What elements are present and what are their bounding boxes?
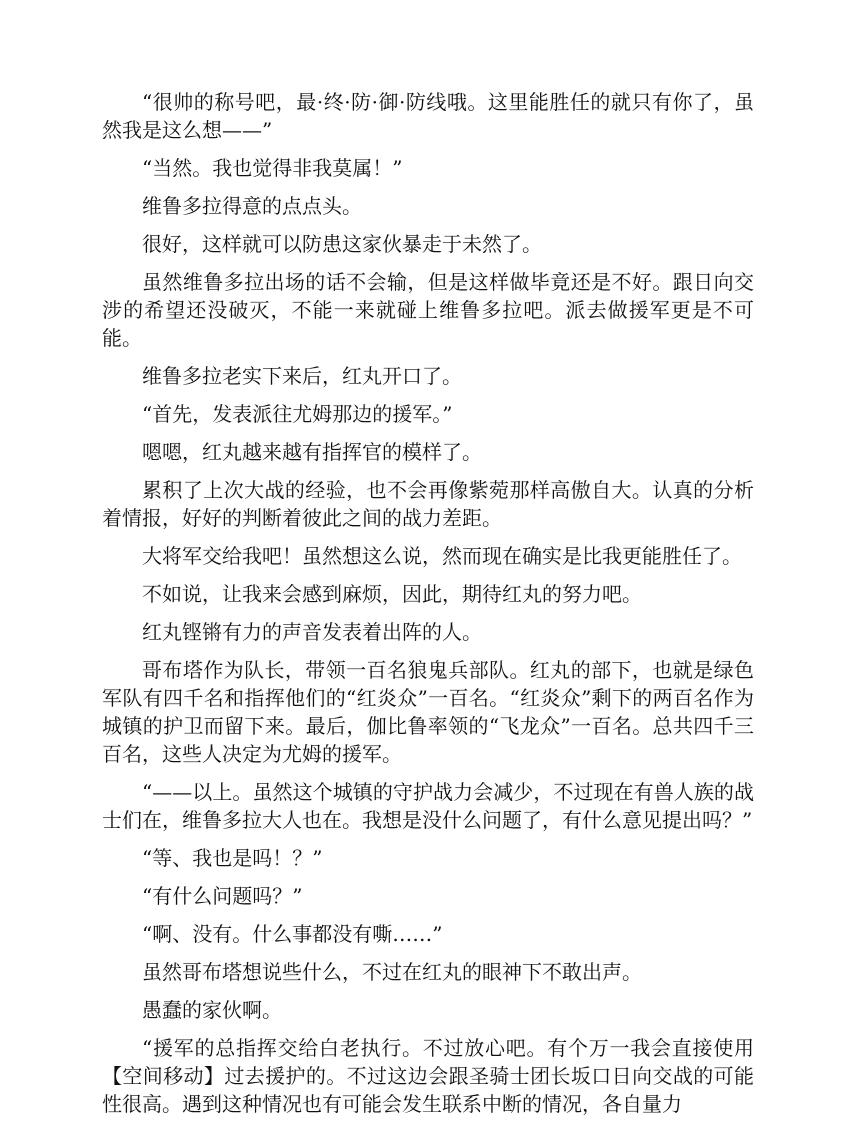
paragraph: 虽然维鲁多拉出场的话不会输，但是这样做毕竟还是不好。跟日向交涉的希望还没破灭，不能一来就碰上维鲁多拉吧。派去做援军更是不可能。 xyxy=(102,270,754,350)
paragraph: 累积了上次大战的经验，也不会再像紫菀那样高傲自大。认真的分析着情报，好好的判断着彼此之间的战力差距。 xyxy=(102,478,754,530)
paragraph: 大将军交给我吧！虽然想这么说，然而现在确实是比我更能胜任了。 xyxy=(142,544,742,568)
paragraph: 愚蠢的家伙啊。 xyxy=(142,998,282,1022)
document-page xyxy=(102,88,754,1128)
paragraph: “有什么问题吗？” xyxy=(142,884,303,908)
paragraph: “当然。我也觉得非我莫属！” xyxy=(142,156,403,180)
paragraph: 维鲁多拉得意的点点头。 xyxy=(142,194,362,218)
paragraph: “等、我也是吗！？” xyxy=(142,846,323,870)
paragraph: 虽然哥布塔想说些什么，不过在红丸的眼神下不敢出声。 xyxy=(142,960,642,984)
paragraph: “首先，发表派往尤姆那边的援军。” xyxy=(142,402,453,426)
paragraph: 红丸铿锵有力的声音发表着出阵的人。 xyxy=(142,620,482,644)
paragraph: 不如说，让我来会感到麻烦，因此，期待红丸的努力吧。 xyxy=(142,582,642,606)
paragraph: 维鲁多拉老实下来后，红丸开口了。 xyxy=(142,364,462,388)
paragraph: 哥布塔作为队长，带领一百名狼鬼兵部队。红丸的部下，也就是绿色军队有四千名和指挥他们的“红炎众”一百名。“红炎众”剩下的两百名作为城镇的护卫而留下来。最后，伽比鲁率领的“飞龙众”一百名。总共四千三百名，这些人决定为尤姆的援军。 xyxy=(102,658,754,766)
paragraph: 很好，这样就可以防患这家伙暴走于未然了。 xyxy=(142,232,542,256)
paragraph: “啊、没有。什么事都没有嘶……” xyxy=(142,922,443,946)
paragraph: “——以上。虽然这个城镇的守护战力会减少，不过现在有兽人族的战士们在，维鲁多拉大人也在。我想是没什么问题了，有什么意见提出吗？” xyxy=(102,780,754,832)
paragraph: 嗯嗯，红丸越来越有指挥官的模样了。 xyxy=(142,440,482,464)
paragraph: “援军的总指挥交给白老执行。不过放心吧。有个万一我会直接使用【空间移动】过去援护的。不过这边会跟圣骑士团长坂口日向交战的可能性很高。遇到这种情况也有可能会发生联系中断的情况，各自量力 xyxy=(102,1036,754,1116)
paragraph: “很帅的称号吧，最·终·防·御·防线哦。这里能胜任的就只有你了，虽然我是这么想——” xyxy=(102,90,754,142)
